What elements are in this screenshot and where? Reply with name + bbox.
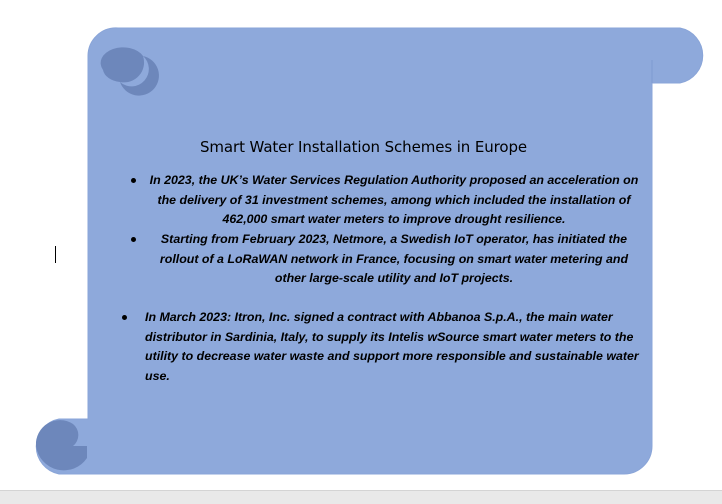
bullet-text: Starting from February 2023, Netmore, a Swedish IoT operator, has initiated the rollout of a LoRaWAN network in France, focusing on smart water metering and other large-scale utility and IoT projects. [159,232,629,285]
bullet-text: In March 2023: Itron, Inc. signed a contract with Abbanoa S.p.A., the main water distributor in Sardinia, Italy, to supply its Intelis wSource smart water meters to the utility to decrease water waste and support more responsible and sustainable water use. [145,310,639,383]
list-item [144,171,644,230]
bullet-icon [131,237,136,242]
bullet-text: In 2023, the UK’s Water Services Regulation Authority proposed an acceleration on the delivery of 31 investment schemes, among which included the installation of 462,000 smart water meters to improve drought resilience. [149,173,639,226]
list-item [144,230,644,289]
text-cursor [55,246,56,263]
bullet-icon [131,178,136,183]
bullet-icon [122,315,127,320]
page-title: Smart Water Installation Schemes in Europe [200,138,528,156]
list-item [145,308,643,386]
status-bar [0,490,722,504]
